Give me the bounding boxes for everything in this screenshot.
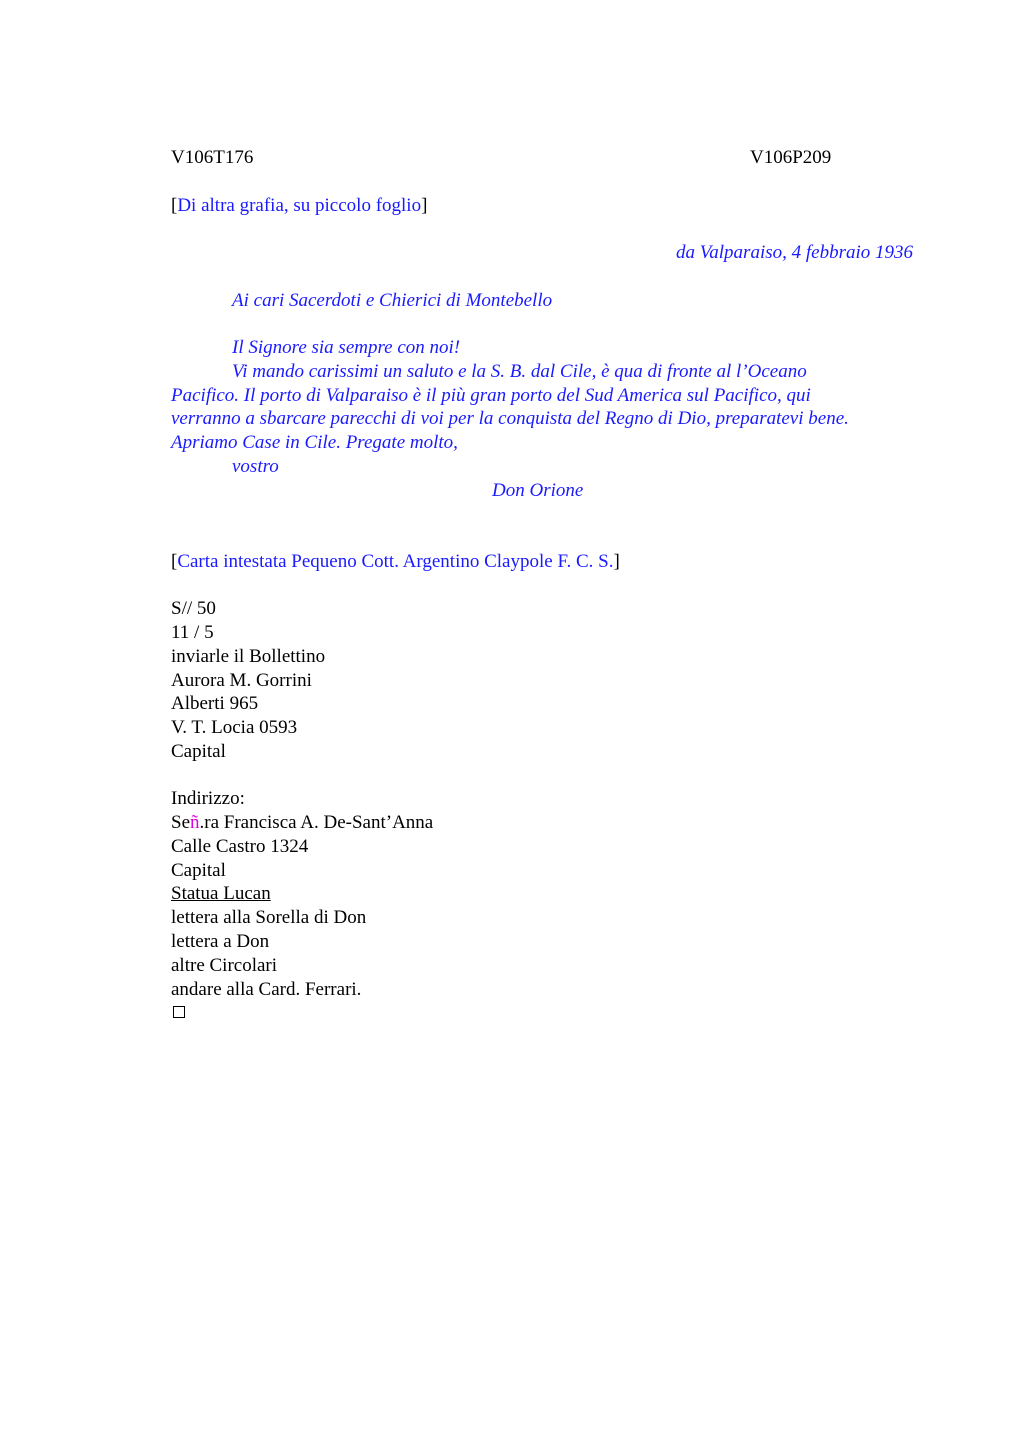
letter-body-line: verranno a sbarcare parecchi di voi per la conquista del Regno di Dio, preparatevi bene. — [171, 408, 849, 429]
letter-greeting: Il Signore sia sempre con noi! — [232, 337, 461, 358]
address-name-suffix: .ra Francisca A. De-Sant’Anna — [199, 812, 434, 833]
todo-line: altre Circolari — [171, 955, 278, 976]
address-city: Capital — [171, 860, 226, 881]
letter-body-line: Pacifico. Il porto di Valparaiso è il più gran porto del Sud America sul Pacifico, qui — [171, 385, 811, 406]
address-name — [171, 811, 433, 835]
address-street: Calle Castro 1324 — [171, 836, 309, 857]
editorial-note-2 — [171, 550, 620, 574]
address-name-special-char: ñ — [190, 812, 200, 833]
note-close-bracket: ] — [421, 195, 428, 216]
address-label: Indirizzo: — [171, 788, 245, 809]
todo-line: andare alla Card. Ferrari. — [171, 979, 362, 1000]
memo-line: inviarle il Bollettino — [171, 646, 326, 667]
address-name-prefix: Se — [171, 812, 190, 833]
letter-body-line: Vi mando carissimi un saluto e la S. B. dal Cile, è qua di fronte al l’Oceano — [232, 361, 807, 382]
note-text: Carta intestata Pequeno Cott. Argentino Claypole F. C. S. — [177, 551, 614, 572]
letter-body-line: Apriamo Case in Cile. Pregate molto, — [171, 432, 458, 453]
header-left-code: V106T176 — [171, 147, 254, 168]
letter-closing: vostro — [232, 456, 279, 477]
memo-line: Alberti 965 — [171, 693, 259, 714]
note-open-bracket: [ — [171, 195, 178, 216]
todo-line: lettera a Don — [171, 931, 270, 952]
note-text: Di altra grafia, su piccolo foglio — [177, 195, 422, 216]
empty-square-icon — [173, 1006, 185, 1018]
letter-signature: Don Orione — [492, 480, 584, 501]
memo-line: 11 / 5 — [171, 622, 214, 643]
memo-line: Aurora M. Gorrini — [171, 670, 312, 691]
editorial-note-1 — [171, 194, 427, 218]
note-open-bracket: [ — [171, 551, 178, 572]
underlined-note: Statua Lucan — [171, 883, 271, 904]
letter-addressee: Ai cari Sacerdoti e Chierici di Montebello — [232, 290, 553, 311]
letter-place-date: da Valparaiso, 4 febbraio 1936 — [676, 242, 913, 263]
note-close-bracket: ] — [613, 551, 620, 572]
header-right-code: V106P209 — [750, 147, 832, 168]
todo-line: lettera alla Sorella di Don — [171, 907, 367, 928]
memo-line: S// 50 — [171, 598, 216, 619]
memo-line: V. T. Locia 0593 — [171, 717, 298, 738]
memo-line: Capital — [171, 741, 226, 762]
